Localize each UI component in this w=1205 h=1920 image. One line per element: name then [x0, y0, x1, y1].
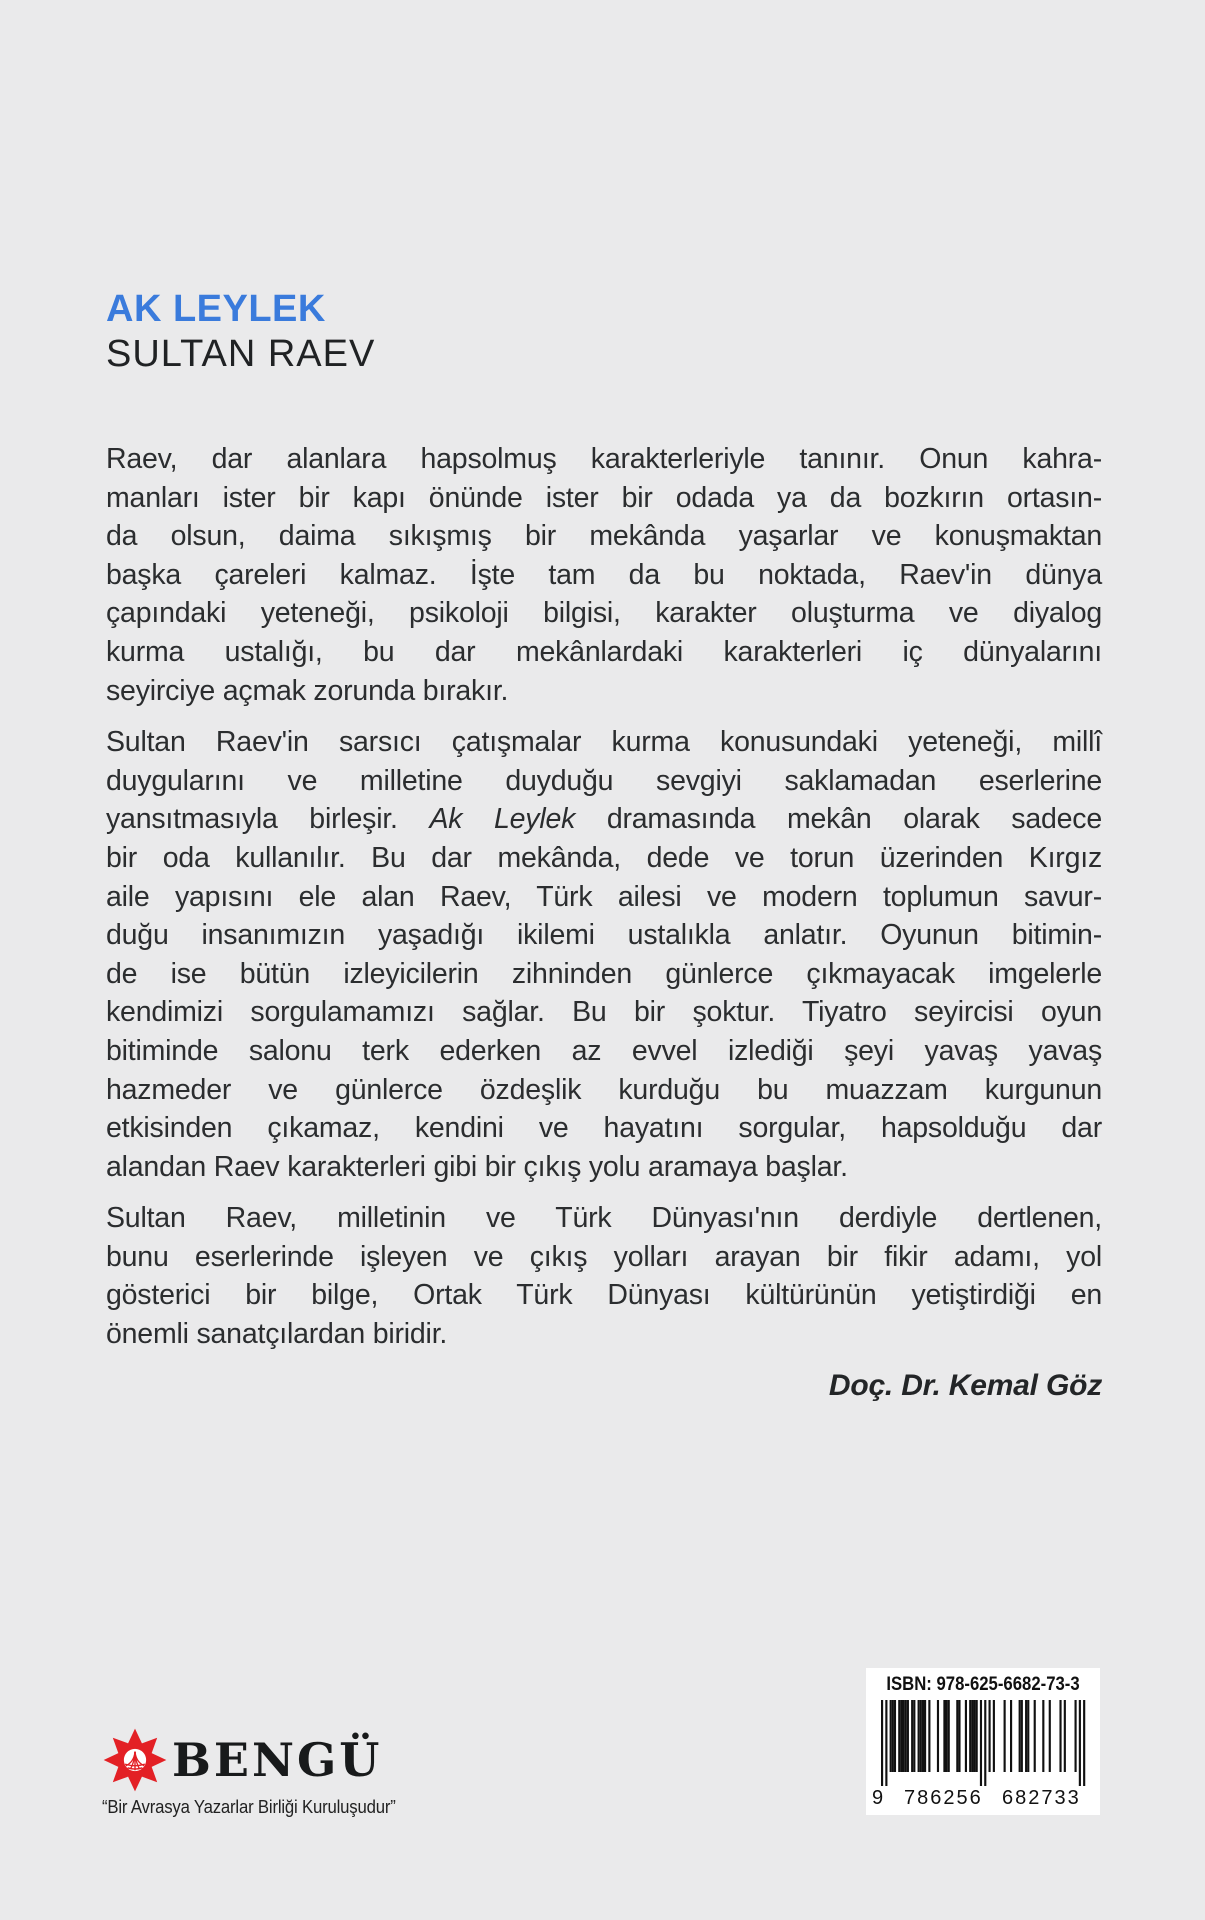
body-text [106, 440, 1102, 1405]
paragraph [106, 440, 1102, 710]
text-line: başka çareleri kalmaz. İşte tam da bu noktada, Raev'in dünya [106, 558, 1102, 591]
text-line: bitiminde salonu terk ederken az evvel izlediği şeyi yavaş yavaş [106, 1034, 1102, 1067]
ean13-barcode [877, 1700, 1089, 1790]
blurb-signature: Doç. Dr. Kemal Göz [828, 1368, 1102, 1402]
isbn-label: ISBN: 978-625-6682-73-3 [886, 1674, 1080, 1695]
book-author: SULTAN RAEV [106, 333, 376, 375]
text-line: duygularını ve milletine duyduğu sevgiyi saklamadan eserlerine [106, 764, 1102, 797]
text-line: seyirciye açmak zorunda bırakır. [106, 674, 509, 707]
text-line: çapındaki yeteneği, psikoloji bilgisi, karakter oluşturma ve diyalog [106, 597, 1102, 630]
isbn-barcode-box [866, 1668, 1100, 1815]
text-line: Sultan Raev, milletinin ve Türk Dünyası'nın derdiyle dertlenen, [106, 1202, 1102, 1235]
text-line: bunu eserlerinde işleyen ve çıkış yolları arayan bir fikir adamı, yol [106, 1240, 1102, 1273]
paragraph [106, 1199, 1102, 1353]
text-line: alandan Raev karakterleri gibi bir çıkış yolu aramaya başlar. [106, 1150, 848, 1183]
text-line: bir oda kullanılır. Bu dar mekânda, dede ve torun üzerinden Kırgız [106, 841, 1102, 874]
text-line: etkisinden çıkamaz, kendini ve hayatını sorgular, hapsolduğu dar [106, 1112, 1102, 1145]
text-line: Sultan Raev'in sarsıcı çatışmalar kurma konusundaki yeteneği, millî [106, 726, 1102, 759]
paragraph [106, 723, 1102, 1186]
text-line: hazmeder ve günlerce özdeşlik kurduğu bu muazzam kurgunun [106, 1073, 1102, 1106]
text-line: aile yapısını ele alan Raev, Türk ailesi ve modern toplumun savur- [106, 880, 1102, 913]
text-line: yansıtmasıyla birleşir. Ak Leylek dramasında mekân olarak sadece [106, 803, 1102, 836]
barcode-digits-right: 682733 [1002, 1787, 1081, 1809]
bengu-star-icon [102, 1727, 168, 1793]
publisher-name: BENGÜ [172, 1733, 383, 1787]
text-line: Raev, dar alanlara hapsolmuş karakterleriyle tanınır. Onun kahra- [106, 443, 1102, 475]
barcode-digits-left: 786256 [904, 1787, 983, 1809]
publisher-logo [102, 1726, 402, 1794]
text-line: kurma ustalığı, bu dar mekânlardaki karakterleri iç dünyalarını [106, 635, 1102, 668]
text-line: duğu insanımızın yaşadığı ikilemi ustalıkla anlatır. Oyunun bitimin- [106, 919, 1102, 952]
publisher-block [102, 1726, 402, 1818]
barcode-digit-first: 9 [872, 1787, 886, 1809]
text-line: de ise bütün izleyicilerin zihninden günlerce çıkmayacak imgelerle [106, 957, 1102, 990]
book-title: AK LEYLEK [106, 288, 326, 330]
text-line: da olsun, daima sıkışmış bir mekânda yaşarlar ve konuşmaktan [106, 520, 1102, 553]
publisher-tagline: “Bir Avrasya Yazarlar Birliği Kuruluşudur” [102, 1797, 396, 1817]
text-line: önemli sanatçılardan biridir. [106, 1318, 448, 1351]
text-line: kendimizi sorgulamamızı sağlar. Bu bir şoktur. Tiyatro seyircisi oyun [106, 996, 1102, 1029]
text-line: manları ister bir kapı önünde ister bir odada ya da bozkırın ortasın- [106, 481, 1102, 514]
text-line: gösterici bir bilge, Ortak Türk Dünyası kültürünün yetiştirdiği en [106, 1279, 1102, 1312]
barcode-digits [866, 1787, 1100, 1811]
